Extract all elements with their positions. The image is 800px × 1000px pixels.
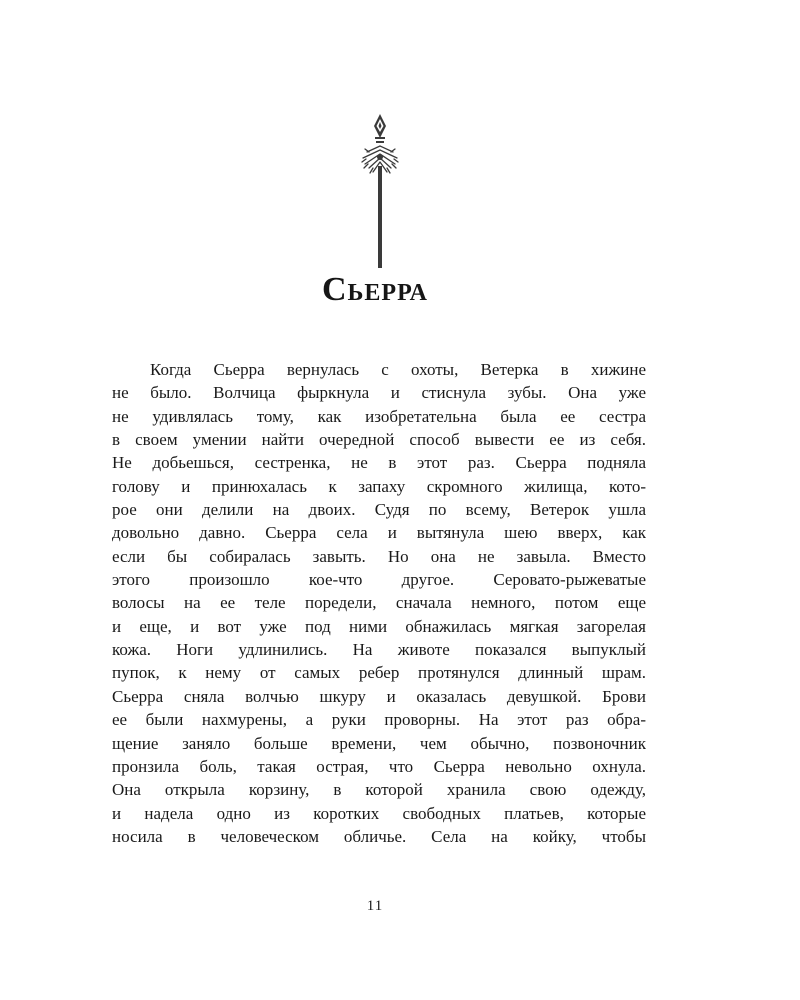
text-line: Когда Сьерра вернулась с охоты, Ветерка в хижине <box>150 360 646 379</box>
text-line: не было. Волчица фыркнула и стиснула зубы. Она уже <box>112 383 646 403</box>
text-line: голову и принюхалась к запаху скромного жилища, кото- <box>112 476 646 496</box>
text-line: щение заняло больше времени, чем обычно, позвоночник <box>112 733 646 753</box>
text-line: рое они делили на двоих. Судя по всему, Ветерок ушла <box>112 500 646 520</box>
text-line: если бы собиралась завыть. Но она не завыла. Вместо <box>112 546 646 566</box>
text-line: Не добьешься, сестренка, не в этот раз. Сьерра подняла <box>112 453 646 473</box>
text-line: ее были нахмурены, а руки проворны. На этот раз обра- <box>112 710 646 730</box>
chapter-body <box>112 358 646 848</box>
text-line: пронзила боль, такая острая, что Сьерра невольно охнула. <box>112 756 646 776</box>
text-line: и надела одно из коротких свободных платьев, которые <box>112 803 646 823</box>
text-line: носила в человеческом обличье. Села на койку, чтобы <box>112 826 646 846</box>
text-line: и еще, и вот уже под ними обнажилась мягкая загорелая <box>112 616 646 636</box>
spear-with-branches-icon <box>355 112 405 272</box>
text-line: пупок, к нему от самых ребер протянулся длинный шрам. <box>112 663 646 683</box>
text-line: не удивлялась тому, как изобретательна была ее сестра <box>112 406 646 426</box>
text-line: Сьерра сняла волчью шкуру и оказалась девушкой. Брови <box>112 686 646 706</box>
text-line: этого произошло кое-что другое. Серовато-рыжеватые <box>112 570 646 590</box>
text-line: довольно давно. Сьерра села и вытянула шею вверх, как <box>112 523 646 543</box>
chapter-title: Сьерра <box>321 271 428 308</box>
text-line: кожа. Ноги удлинились. На животе показался выпуклый <box>112 640 646 660</box>
page-number: 11 <box>366 898 384 914</box>
text-line: Она открыла корзину, в которой хранила свою одежду, <box>112 780 646 800</box>
text-line: в своем умении найти очередной способ вывести ее из себя. <box>112 430 646 450</box>
text-line: волосы на ее теле поредели, сначала немного, потом еще <box>112 593 646 613</box>
